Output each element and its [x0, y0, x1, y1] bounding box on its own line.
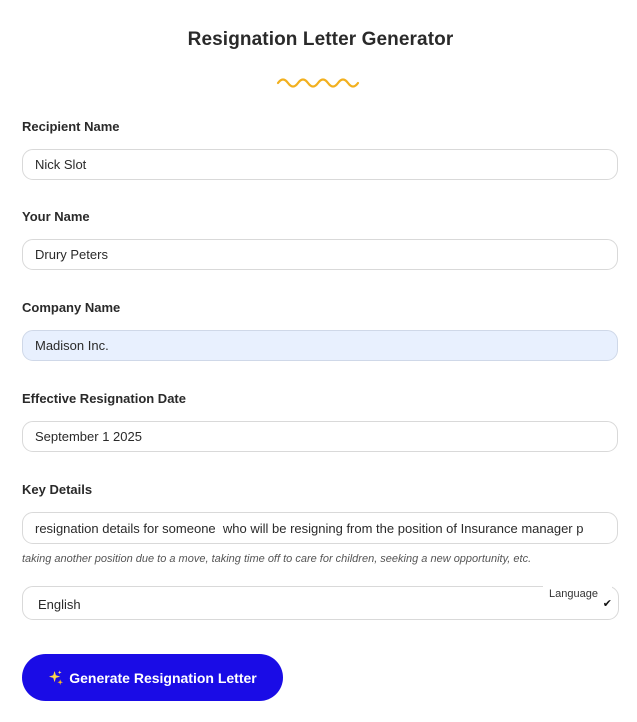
checkmark-icon: ✔ [602, 598, 612, 610]
language-select[interactable] [22, 586, 619, 620]
resignation-date-label: Effective Resignation Date [22, 391, 186, 406]
your-name-input[interactable] [22, 239, 618, 270]
generate-letter-label: Generate Resignation Letter [69, 669, 257, 686]
company-name-label: Company Name [22, 300, 121, 315]
your-name-label: Your Name [22, 209, 90, 224]
key-details-label: Key Details [22, 482, 93, 497]
language-label: Language [543, 586, 612, 600]
company-name-input[interactable] [22, 330, 618, 361]
key-details-hint: taking another position due to a move, taking time off to care for children, seeking a new opportunity, etc. [22, 553, 532, 565]
language-selected-value: English [38, 597, 81, 612]
page-title: Resignation Letter Generator [187, 29, 454, 50]
generate-letter-button[interactable] [22, 654, 283, 701]
key-details-input[interactable] [22, 512, 618, 544]
recipient-name-label: Recipient Name [22, 119, 120, 134]
recipient-name-input[interactable] [22, 149, 618, 180]
resignation-date-input[interactable] [22, 421, 618, 452]
decorative-squiggle [276, 75, 366, 91]
sparkle-icon [48, 670, 63, 685]
